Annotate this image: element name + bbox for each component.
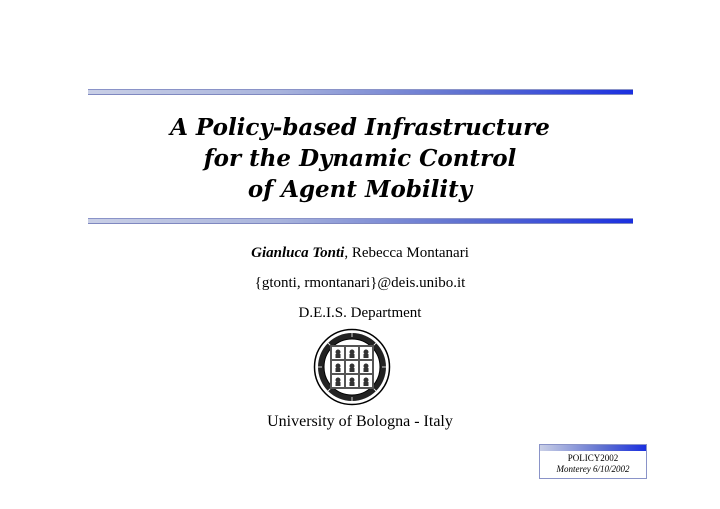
title-line-1: A Policy-based Infrastructure (170, 114, 550, 141)
co-author: , Rebecca Montanari (344, 245, 469, 261)
university-seal-icon (313, 328, 391, 406)
conference-badge (539, 444, 647, 479)
badge-location-date: Monterey 6/10/2002 (556, 464, 630, 474)
authors-line (0, 244, 720, 262)
emails-line: {gtonti, rmontanari}@deis.unibo.it (254, 275, 466, 291)
title-line-2: for the Dynamic Control (203, 145, 517, 172)
top-divider-rule (88, 89, 633, 95)
bottom-divider-rule (88, 218, 633, 224)
university-line: University of Bologna - Italy (267, 413, 453, 430)
title-line-3: of Agent Mobility (247, 176, 473, 203)
department-line: D.E.I.S. Department (298, 305, 422, 321)
badge-color-bar (540, 445, 646, 451)
badge-conference: POLICY2002 (567, 453, 619, 463)
lead-author: Gianluca Tonti (251, 245, 345, 261)
